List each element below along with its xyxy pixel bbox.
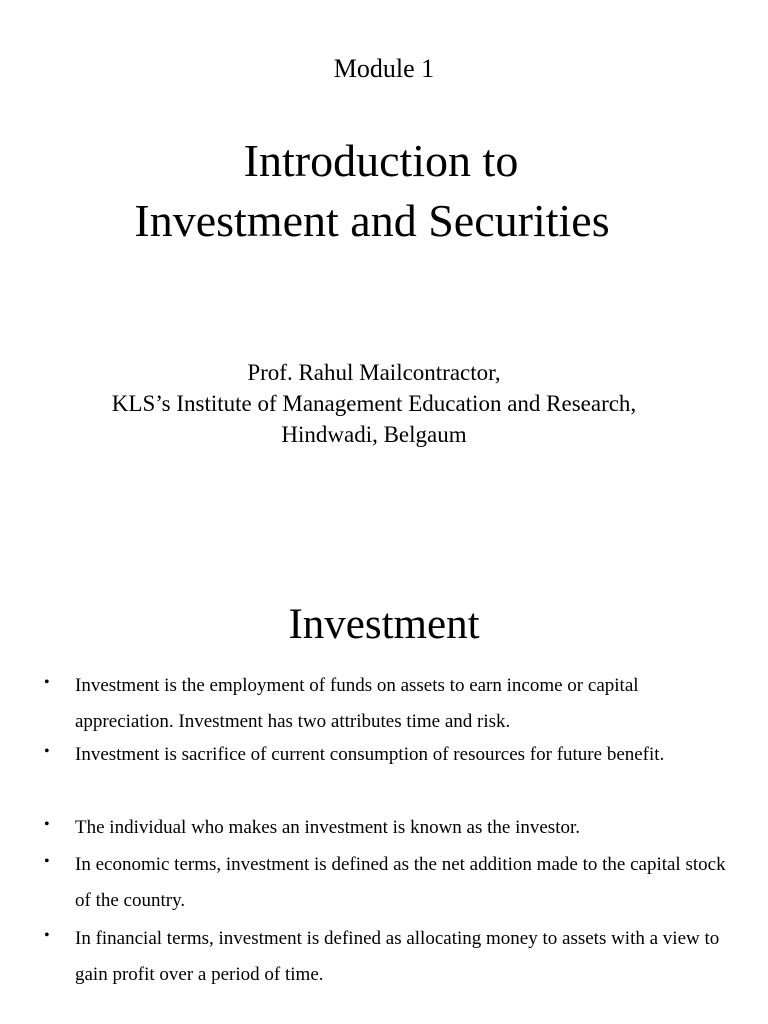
- list-item: [0, 737, 768, 814]
- list-item: [0, 810, 768, 851]
- bullet-text: In financial terms, investment is defined as allocating money to assets with a view to gain profit over a period of time.: [75, 928, 720, 985]
- list-item: [0, 847, 768, 925]
- bullet-icon: •: [44, 674, 50, 691]
- bullet-list: [0, 672, 768, 999]
- bullet-text: Investment is sacrifice of current consumption of resources for future benefit.: [75, 744, 665, 765]
- title-line-2: Investment and Securities: [134, 195, 610, 246]
- module-label: Module 1: [333, 54, 435, 83]
- author-block: [0, 357, 748, 450]
- author-institute: KLS’s Institute of Management Education and Research,: [111, 391, 637, 416]
- bullet-icon: •: [44, 927, 50, 944]
- bullet-icon: •: [44, 816, 50, 833]
- author-location: Hindwadi, Belgaum: [281, 422, 467, 447]
- list-item: [0, 921, 768, 999]
- bullet-text: Investment is the employment of funds on assets to earn income or capital appreciation. Investment has two attributes time and risk.: [75, 675, 639, 732]
- bullet-icon: •: [44, 743, 50, 760]
- title-slide: [0, 0, 768, 510]
- slide-title: Investment: [288, 601, 480, 648]
- presentation-title: [0, 131, 768, 251]
- list-item: [0, 668, 768, 741]
- title-line-1: Introduction to: [243, 135, 519, 186]
- bullet-text: The individual who makes an investment is known as the investor.: [75, 817, 581, 838]
- investment-slide: [0, 510, 768, 1024]
- bullet-icon: •: [44, 853, 50, 870]
- author-name: Prof. Rahul Mailcontractor,: [247, 360, 501, 385]
- bullet-text: In economic terms, investment is defined as the net addition made to the capital stock of the country.: [75, 854, 726, 911]
